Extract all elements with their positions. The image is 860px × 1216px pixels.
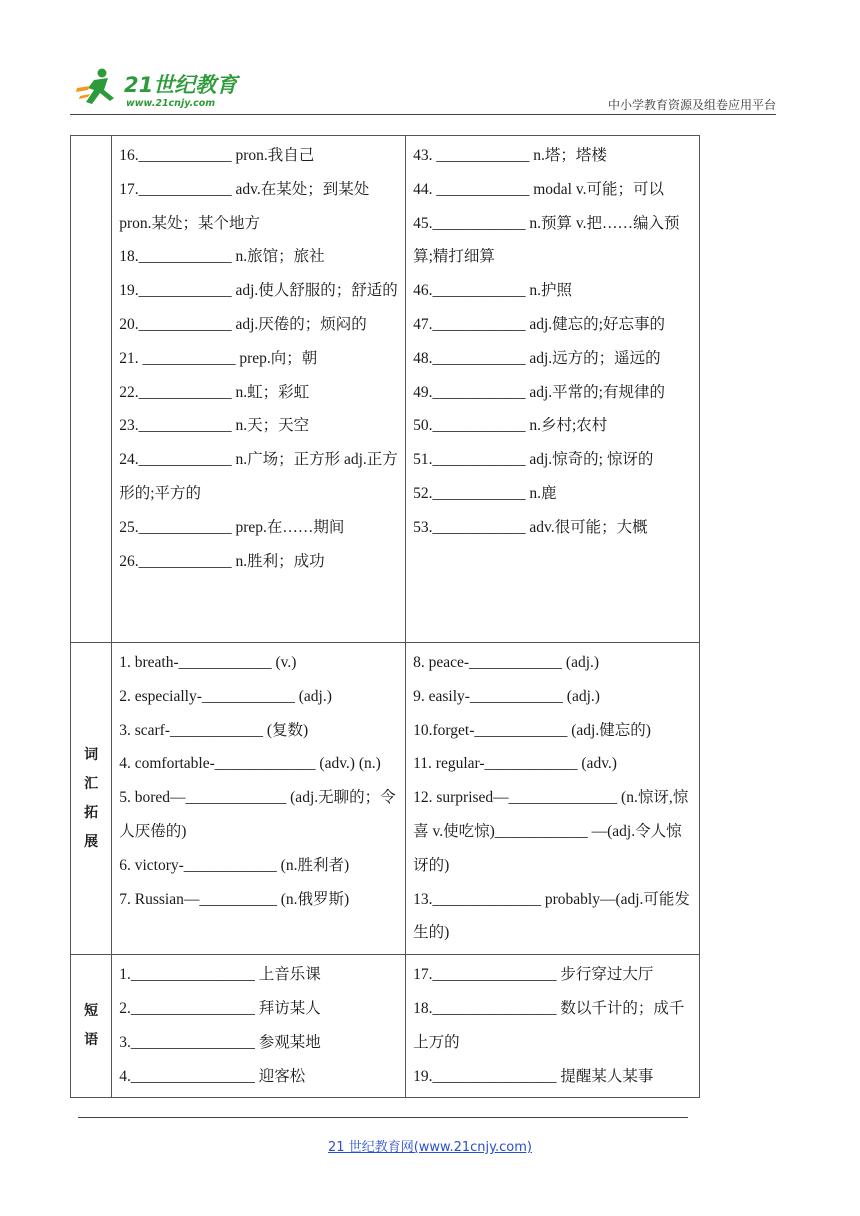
vocab-item: 21. ____________ prep.向；朝	[119, 349, 318, 367]
platform-tagline: 中小学教育资源及组卷应用平台	[607, 98, 776, 112]
vocab-item: 18.____________ n.旅馆；旅社	[119, 248, 325, 266]
expansion-item: 5. bored—_____________ (adj.无聊的；令人厌倦的)	[119, 789, 396, 840]
vocab-item: 46.____________ n.护照	[413, 282, 572, 300]
expansion-item: 11. regular-____________ (adv.)	[413, 755, 617, 773]
expansion-item: 2. especially-____________ (adj.)	[119, 687, 332, 705]
runner-icon	[76, 69, 114, 105]
vocab-item: 52.____________ n.鹿	[413, 484, 557, 502]
phrase-item: 3.________________ 参观某地	[119, 1033, 321, 1051]
header-divider	[70, 114, 776, 115]
expansion-item: 1. breath-____________ (v.)	[119, 654, 297, 671]
expansion-item: 4. comfortable-_____________ (adv.) (n.)	[119, 755, 381, 773]
vocab-item: 16.____________ pron.我自己	[119, 147, 315, 164]
expansion-item: 13.______________ probably—(adj.可能发生的)	[413, 890, 690, 942]
svg-text:21世纪教育: 21世纪教育	[124, 73, 238, 97]
vocab-item: 17.____________ adv.在某处；到某处 pron.某处；某个地方	[119, 180, 370, 232]
expansion-right-column	[406, 643, 700, 955]
vocab-item: 45.____________ n.预算 v.把……编入预算;精打细算	[413, 214, 680, 266]
phrase-item: 2.________________ 拜访某人	[119, 999, 321, 1017]
phrase-item: 19.________________ 提醒某人某事	[413, 1067, 654, 1085]
vocab-right-column	[406, 136, 700, 643]
phrases-row	[71, 955, 700, 1098]
vocab-item: 26.____________ n.胜利；成功	[119, 552, 325, 570]
vocab-row	[71, 136, 700, 643]
vocab-left-column	[112, 136, 406, 643]
category-char: 拓	[84, 804, 99, 821]
category-char: 语	[84, 1032, 99, 1049]
expansion-item: 12. surprised—______________ (n.惊讶,惊喜 v.使吃惊)____________ —(adj.令人惊讶的)	[413, 789, 689, 874]
phrase-item: 17.________________ 步行穿过大厅	[413, 966, 654, 984]
vocab-item: 50.____________ n.乡村;农村	[413, 417, 608, 435]
vocab-item: 19.____________ adj.使人舒服的；舒适的	[119, 282, 398, 300]
category-char: 词	[84, 746, 99, 763]
vocab-item: 43. ____________ n.塔；塔楼	[413, 147, 607, 164]
footer-link[interactable]: 21 世纪教育网(www.21cnjy.com)	[328, 1140, 532, 1155]
vocab-item: 24.____________ n.广场；正方形 adj.正方形的;平方的	[119, 451, 398, 502]
footer-divider	[78, 1117, 688, 1118]
expansion-item: 3. scarf-____________ (复数)	[119, 721, 309, 739]
vocab-item: 51.____________ adj.惊奇的; 惊讶的	[413, 451, 654, 469]
vocab-item: 53.____________ adv.很可能；大概	[413, 518, 648, 536]
21cnjy-logo	[74, 66, 264, 110]
expansion-item: 7. Russian—__________ (n.俄罗斯)	[119, 890, 350, 908]
phrase-item: 18.________________ 数以千计的；成千上万的	[413, 999, 685, 1051]
expansion-item: 9. easily-____________ (adj.)	[413, 687, 600, 705]
vocab-item: 49.____________ adj.平常的;有规律的	[413, 383, 665, 401]
expansion-left-column	[112, 643, 406, 955]
vocab-item: 48.____________ adj.远方的；遥远的	[413, 349, 661, 367]
phrase-item: 4.________________ 迎客松	[119, 1067, 306, 1085]
expansion-row	[71, 643, 700, 955]
vocab-item: 44. ____________ modal v.可能；可以	[413, 180, 664, 198]
vocab-item: 20.____________ adj.厌倦的；烦闷的	[119, 315, 367, 333]
phrases-right-column	[406, 955, 700, 1098]
expansion-item: 8. peace-____________ (adj.)	[413, 654, 600, 671]
expansion-item: 10.forget-____________ (adj.健忘的)	[413, 721, 651, 739]
category-char: 汇	[84, 775, 99, 792]
expansion-item: 6. victory-____________ (n.胜利者)	[119, 856, 350, 874]
vocab-item: 25.____________ prep.在……期间	[119, 518, 345, 536]
phrases-left-column	[112, 955, 406, 1098]
category-cell	[71, 136, 112, 643]
vocab-item: 47.____________ adj.健忘的;好忘事的	[413, 315, 665, 333]
vocab-item: 22.____________ n.虹；彩虹	[119, 383, 310, 401]
svg-text:www.21cnjy.com: www.21cnjy.com	[126, 98, 216, 109]
vocab-item: 23.____________ n.天；天空	[119, 417, 310, 435]
category-cell	[71, 955, 112, 1098]
page-header	[70, 60, 776, 116]
category-cell	[71, 643, 112, 955]
phrase-item: 1.________________ 上音乐课	[119, 966, 321, 984]
category-char: 短	[84, 1003, 99, 1020]
category-char: 展	[84, 833, 99, 850]
vocabulary-table	[70, 135, 700, 1098]
